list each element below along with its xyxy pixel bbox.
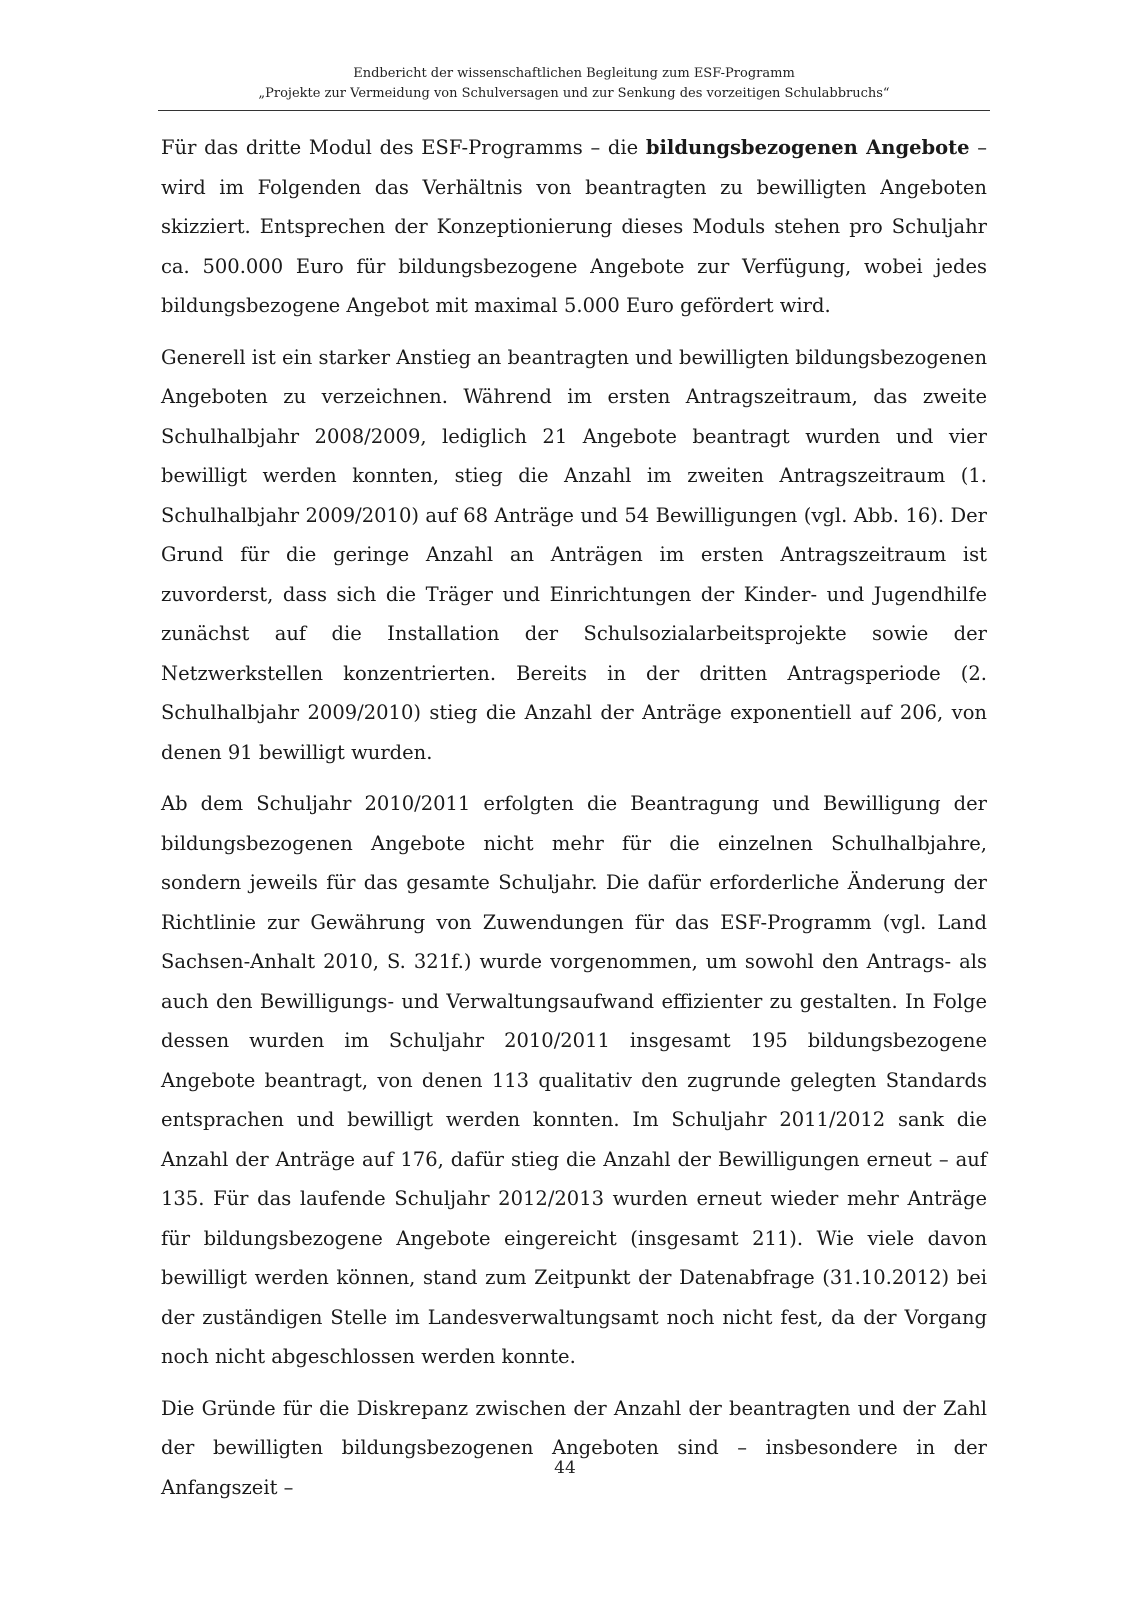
paragraph-3: Ab dem Schuljahr 2010/2011 erfolgten die Beantragung und Bewilligung der bildungsbezogenen Angebote nicht mehr für die einzelnen Schulhalbjahre, sondern jeweils für das gesamte Schuljahr. Die dafür erforderliche Änderung der Richtlinie zur Gewährung von Zuwendungen für das ESF-Programm (vgl. Land Sachsen-Anhalt 2010, S. 321f.) wurde vorgenommen, um sowohl den Antrags- als auch den Bewilligungs- und Verwaltungsaufwand effizienter zu gestalten. In Folge dessen wurden im Schuljahr 2010/2011 insgesamt 195 bildungsbezogene Angebote beantragt, von denen 113 qualitativ den zugrunde gelegten Standards entsprachen und bewilligt werden konnten. Im Schuljahr 2011/2012 sank die Anzahl der Anträge auf 176, dafür stieg die Anzahl der Bewilligungen erneut – auf 135. Für das laufende Schuljahr 2012/2013 wurden erneut wieder mehr Anträge für bildungsbezogene Angebote eingereicht (insgesamt 211). Wie viele davon bewilligt werden können, stand zum Zeitpunkt der Datenabfrage (31.10.2012) bei der zuständigen Stelle im Landesverwaltungsamt noch nicht fest, da der Vorgang noch nicht abgeschlossen werden konnte. xyxy=(161,792,987,1368)
paragraph-4: Die Gründe für die Diskrepanz zwischen der Anzahl der beantragten und der Zahl der bewilligten bildungsbezogenen Angeboten sind – insbesondere in der Anfangszeit – xyxy=(161,1396,987,1499)
page-number: 44 xyxy=(554,1458,576,1478)
body-text xyxy=(161,128,987,1519)
paragraph-1-rest: – wird im Folgenden das Verhältnis von beantragten zu bewilligten Angeboten skizziert. Entsprechen der Konzeptionierung dieses Moduls stehen pro Schuljahr ca. 500.000 Euro für bildungsbezogene Angebote zur Verfügung, wobei jedes bildungsbezogene Angebot mit maximal 5.000 Euro gefördert wird. xyxy=(161,136,988,317)
header-divider xyxy=(158,110,990,111)
paragraph-1-bold-term: bildungsbezogenen Angebote xyxy=(645,136,970,159)
paragraph-1 xyxy=(161,128,987,326)
header-line-1: Endbericht der wissenschaftlichen Begleitung zum ESF-Programm xyxy=(353,66,795,81)
paragraph-2: Generell ist ein starker Anstieg an beantragten und bewilligten bildungsbezogenen Angeboten zu verzeichnen. Während im ersten Antragszeitraum, das zweite Schulhalbjahr 2008/2009, lediglich 21 Angebote beantragt wurden und vier bewilligt werden konnten, stieg die Anzahl im zweiten Antragszeitraum (1. Schulhalbjahr 2009/2010) auf 68 Anträge und 54 Bewilligungen (vgl. Abb. 16). Der Grund für die geringe Anzahl an Anträgen im ersten Antragszeitraum ist zuvorderst, dass sich die Träger und Einrichtungen der Kinder- und Jugendhilfe zunächst auf die Installation der Schulsozialarbeitsprojekte sowie der Netzwerkstellen konzentrierten. Bereits in der dritten Antragsperiode (2. Schulhalbjahr 2009/2010) stieg die Anzahl der Anträge exponentiell auf 206, von denen 91 bewilligt wurden. xyxy=(161,345,987,764)
paragraph-1-intro: Für das dritte Modul des ESF-Programms – die xyxy=(161,136,646,159)
running-header xyxy=(158,64,990,104)
header-line-2: „Projekte zur Vermeidung von Schulversagen und zur Senkung des vorzeitigen Schulabbruchs“ xyxy=(258,86,890,101)
